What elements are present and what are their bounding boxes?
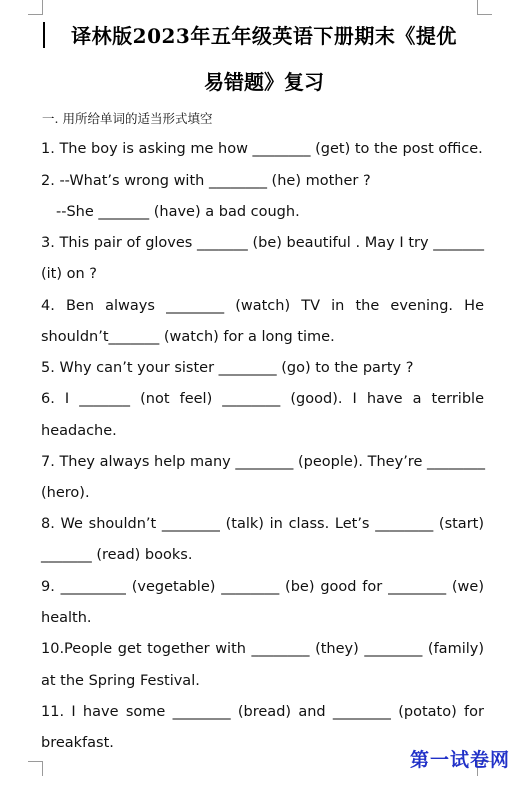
page-corner-mark-top-left [28, 0, 43, 15]
exercise-line: 7. They always help many ________ (people). They’re ________ [41, 454, 485, 470]
page-corner-mark-bottom-left [28, 761, 43, 776]
exercise-line: health. [41, 610, 92, 626]
exercise-line: breakfast. [41, 735, 114, 751]
exercise-line: shouldn’t_______ (watch) for a long time. [41, 329, 335, 345]
exercise-line: 2. --What’s wrong with ________ (he) mother ? [41, 173, 371, 189]
exercise-line: 11. I have some ________ (bread) and ________ (potato) for [41, 704, 484, 720]
section-heading: 一. 用所给单词的适当形式填空 [42, 111, 213, 126]
exercise-line: headache. [41, 423, 117, 439]
exercise-line: 8. We shouldn’t ________ (talk) in class. Let’s ________ (start) [41, 516, 484, 532]
exercise-line: (hero). [41, 485, 90, 501]
watermark-logo: 第一试卷网 [409, 749, 510, 771]
page-corner-mark-top-right [477, 0, 492, 15]
exercise-line: 4. Ben always ________ (watch) TV in the evening. He [41, 298, 484, 314]
exercise-line: _______ (read) books. [41, 547, 193, 563]
exercise-line: --She _______ (have) a bad cough. [56, 204, 300, 220]
document-title-line-1: 译林版2023年五年级英语下册期末《提优 [71, 24, 457, 48]
exercise-line: 6. I _______ (not feel) ________ (good). I have a terrible [41, 391, 484, 407]
exercise-line: 10.People get together with ________ (they) ________ (family) [41, 641, 484, 657]
exercise-line: 1. The boy is asking me how ________ (get) to the post office. [41, 141, 483, 157]
exercise-line: (it) on ? [41, 266, 98, 282]
exercise-line: 3. This pair of gloves _______ (be) beautiful . May I try _______ [41, 235, 484, 251]
exercise-line: at the Spring Festival. [41, 673, 200, 689]
exercise-line: 9. _________ (vegetable) ________ (be) good for ________ (we) [41, 579, 484, 595]
exercise-line: 5. Why can’t your sister ________ (go) to the party ? [41, 360, 414, 376]
document-title-line-2: 易错题》复习 [204, 70, 324, 94]
